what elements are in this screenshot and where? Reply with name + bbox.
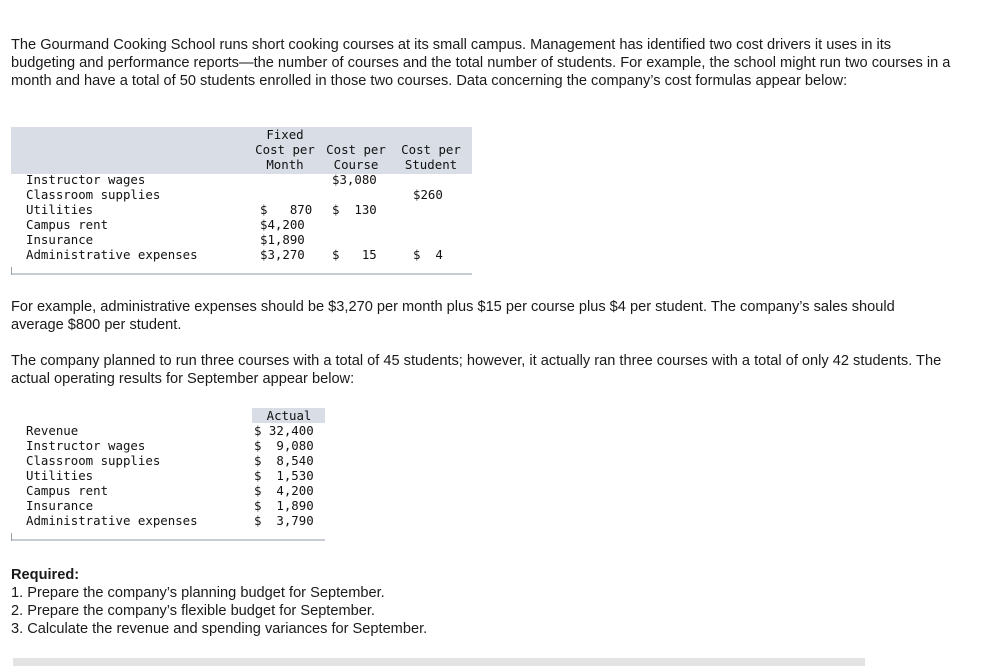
row-actual-value: $ 8,540 <box>254 453 314 468</box>
course-header-line-2: Course <box>333 157 379 172</box>
row-actual-value: $ 1,530 <box>254 468 314 483</box>
plan-paragraph: The company planned to run three courses with a total of 45 students; however, it actually ran three courses with a total of only 42 students. The actual operating results for September appear below: <box>11 353 942 387</box>
actual-header: Actual <box>266 408 312 423</box>
row-label: Administrative expenses <box>26 513 198 528</box>
row-actual-value: $ 4,200 <box>254 483 314 498</box>
required-item-2: 2. Prepare the company’s flexible budget for September. <box>11 603 375 619</box>
row-fixed-cost: $4,200 <box>260 217 305 232</box>
row-label: Utilities <box>26 202 94 217</box>
row-actual-value: $ 32,400 <box>254 423 314 438</box>
row-fixed-cost: $ 870 <box>260 202 313 217</box>
fixed-header-line-2: Cost per <box>255 142 315 157</box>
row-label: Insurance <box>26 232 94 247</box>
cost-formula-table <box>11 127 472 275</box>
fixed-header-line-1: Fixed <box>266 127 304 142</box>
fixed-header-line-3: Month <box>266 157 304 172</box>
row-actual-value: $ 1,890 <box>254 498 314 513</box>
row-course-cost: $ 130 <box>332 202 377 217</box>
required-item-3: 3. Calculate the revenue and spending variances for September. <box>11 621 428 637</box>
intro-paragraph: The Gourmand Cooking School runs short cooking courses at its small campus. Management has identified two cost drivers it uses in its budgeting and performance reports—the number of courses and the total number of students. For example, the school might run two courses in a month and have a total of 50 students enrolled in those two courses. Data concerning the company’s cost formulas appear below: <box>11 37 951 89</box>
actual-results-table <box>11 408 325 541</box>
row-label: Revenue <box>26 423 79 438</box>
row-label: Campus rent <box>26 217 109 232</box>
row-label: Instructor wages <box>26 438 146 453</box>
student-header-line-2: Student <box>404 157 458 172</box>
row-fixed-cost: $1,890 <box>260 232 305 247</box>
row-label: Classroom supplies <box>26 453 161 468</box>
example-paragraph: For example, administrative expenses should be $3,270 per month plus $15 per course plus $4 per student. The company’s sales should average $800 per student. <box>11 299 895 333</box>
student-header-line-1: Cost per <box>401 142 461 157</box>
row-label: Insurance <box>26 498 94 513</box>
row-label: Utilities <box>26 468 94 483</box>
required-title: Required: <box>11 567 80 583</box>
course-header-line-1: Cost per <box>326 142 386 157</box>
row-student-cost: $ 4 <box>413 247 443 262</box>
row-student-cost: $260 <box>413 187 443 202</box>
row-fixed-cost: $3,270 <box>260 247 305 262</box>
row-label: Classroom supplies <box>26 187 161 202</box>
row-label: Instructor wages <box>26 172 146 187</box>
bottom-bar <box>13 658 865 666</box>
row-label: Campus rent <box>26 483 109 498</box>
row-label: Administrative expenses <box>26 247 198 262</box>
row-actual-value: $ 9,080 <box>254 438 314 453</box>
required-item-1: 1. Prepare the company’s planning budget for September. <box>11 585 385 601</box>
required-section <box>11 566 427 638</box>
row-course-cost: $ 15 <box>332 247 377 262</box>
row-course-cost: $3,080 <box>332 172 377 187</box>
row-actual-value: $ 3,790 <box>254 513 314 528</box>
